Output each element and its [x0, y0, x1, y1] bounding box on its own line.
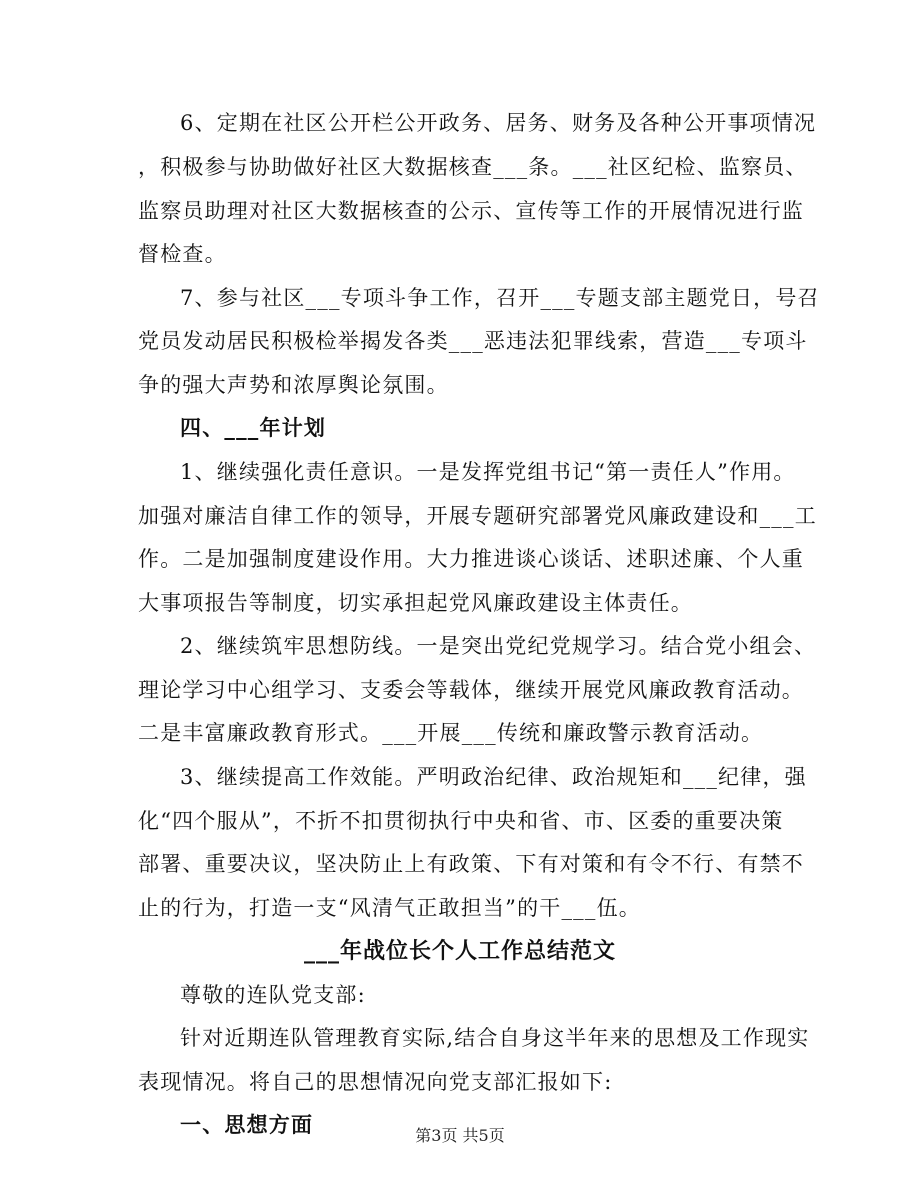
paragraph-line: 党员发动居民积极检举揭发各类___恶违法犯罪线索，营造___专项斗 — [138, 329, 808, 353]
paragraph-line: 止的行为，打造一支“风清气正敢担当”的干___伍。 — [138, 896, 641, 920]
paragraph-line: 2、继续筑牢思想防线。一是突出党纪党规学习。结合党小组会、 — [180, 634, 817, 658]
section-heading: 一、思想方面 — [180, 1112, 314, 1137]
paragraph-line: 争的强大声势和浓厚舆论氛围。 — [138, 373, 449, 397]
page-number: 第3页 共5页 — [415, 1126, 505, 1145]
paragraph-line: 化“四个服从”，不折不扣贯彻执行中央和省、市、区委的重要决策 — [138, 809, 784, 833]
paragraph-line: 监察员助理对社区大数据核查的公示、宣传等工作的开展情况进行监 — [138, 199, 804, 223]
paragraph-line: ，积极参与协助做好社区大数据核查___条。___社区纪检、监察员、 — [138, 155, 808, 179]
paragraph-line: 表现情况。将自己的思想情况向党支部汇报如下: — [138, 1070, 613, 1094]
paragraph-line: 二是丰富廉政教育形式。___开展___传统和廉政警示教育活动。 — [138, 721, 764, 745]
paragraph-line: 1、继续强化责任意识。一是发挥党组书记“第一责任人”作用。 — [180, 460, 796, 484]
salutation: 尊敬的连队党支部: — [180, 983, 366, 1007]
paragraph-line: 3、继续提高工作效能。严明政治纪律、政治规矩和___纪律，强 — [180, 765, 807, 789]
paragraph-line: 加强对廉洁自律工作的领导，开展专题研究部署党风廉政建设和___工 — [138, 504, 817, 528]
paragraph-line: 7、参与社区___专项斗争工作，召开___专题支部主题党日，号召 — [180, 286, 820, 310]
paragraph-line: 督检查。 — [138, 242, 227, 266]
paragraph-line: 6、定期在社区公开栏公开政务、居务、财务及各种公开事项情况 — [180, 111, 817, 135]
paragraph-line: 针对近期连队管理教育实际,结合自身这半年来的思想及工作现实 — [180, 1026, 810, 1050]
section-heading: 四、___年计划 — [180, 415, 327, 440]
paragraph-line: 部署、重要决议，坚决防止上有政策、下有对策和有令不行、有禁不 — [138, 852, 804, 876]
paragraph-line: 理论学习中心组学习、支委会等载体，继续开展党风廉政教育活动。 — [138, 678, 804, 702]
paragraph-line: 作。二是加强制度建设作用。大力推进谈心谈话、述职述廉、个人重 — [138, 547, 804, 571]
document-title: ___年战位长个人工作总结范文 — [303, 938, 616, 964]
paragraph-line: 大事项报告等制度，切实承担起党风廉政建设主体责任。 — [138, 591, 693, 615]
